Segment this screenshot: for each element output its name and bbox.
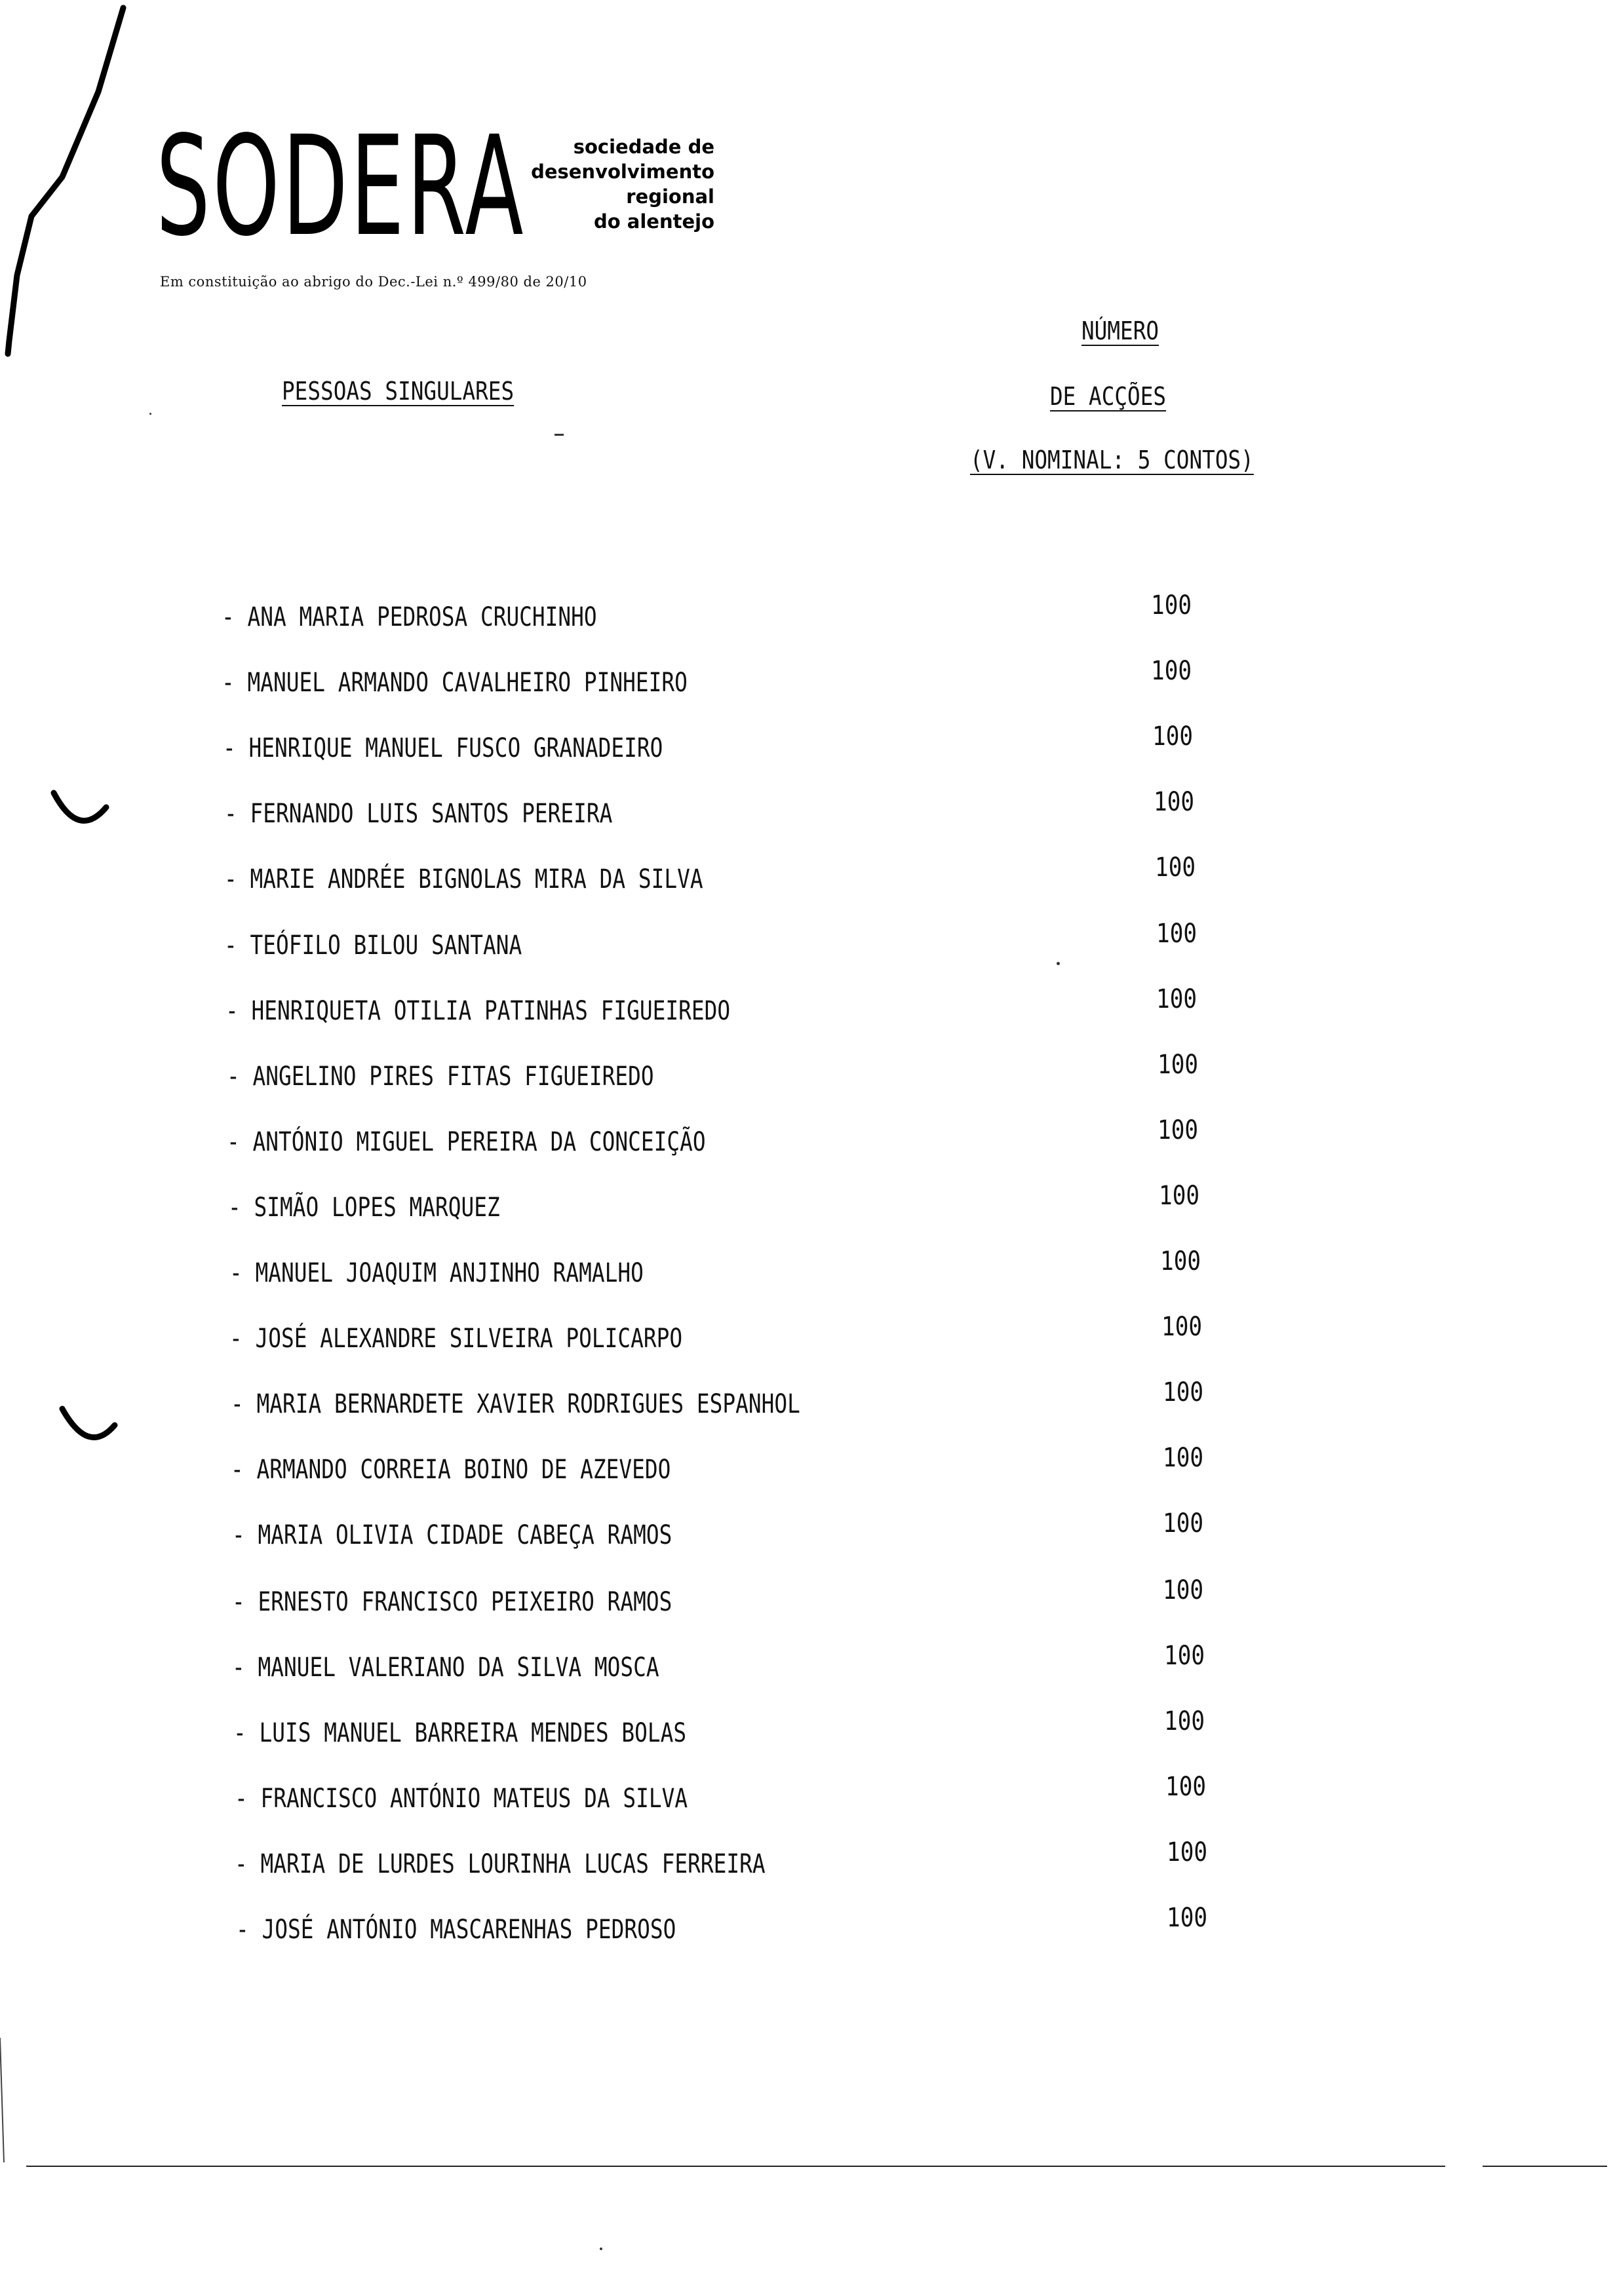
share-count: 100 — [1165, 1772, 1207, 1802]
punch-hole-mark-upper — [54, 793, 106, 820]
column-heading-line-1: NÚMERO — [1081, 316, 1159, 345]
shareholder-name: - LUIS MANUEL BARREIRA MENDES BOLAS — [233, 1718, 687, 1748]
shareholder-name: - SIMÃO LOPES MARQUEZ — [228, 1193, 500, 1223]
logo-subtitle-line: regional — [626, 185, 714, 208]
section-heading: PESSOAS SINGULARES — [282, 377, 515, 406]
shareholder-name: - JOSÉ ANTÓNIO MASCARENHAS PEDROSO — [236, 1915, 676, 1945]
share-count: 100 — [1167, 1837, 1208, 1867]
share-count: 100 — [1167, 1903, 1208, 1933]
share-count: 100 — [1152, 721, 1194, 752]
shareholder-name: - ANA MARIA PEDROSA CRUCHINHO — [222, 602, 597, 632]
logo-subtitle-line: do alentejo — [594, 210, 714, 233]
scan-speck — [149, 413, 151, 415]
sodera-logo: SODERA — [156, 106, 526, 267]
scan-speck — [600, 2248, 602, 2250]
share-count: 100 — [1159, 1181, 1200, 1211]
logo-subtitle-line: sociedade de — [573, 136, 714, 158]
shareholder-name: - ANGELINO PIRES FITAS FIGUEIREDO — [227, 1062, 654, 1092]
share-count: 100 — [1164, 1706, 1205, 1736]
share-count: 100 — [1160, 1246, 1201, 1276]
footer-rule-right — [1483, 2166, 1607, 2167]
shareholder-name: - MARIA BERNARDETE XAVIER RODRIGUES ESPANHOL — [231, 1389, 800, 1419]
shareholder-name: - MARIA DE LURDES LOURINHA LUCAS FERREIRA — [235, 1849, 766, 1879]
share-count: 100 — [1158, 1115, 1199, 1145]
shareholder-name: - MANUEL ARMANDO CAVALHEIRO PINHEIRO — [222, 668, 688, 698]
share-count: 100 — [1155, 852, 1196, 883]
footer-rule — [26, 2166, 1445, 2167]
share-count: 100 — [1163, 1443, 1204, 1473]
column-heading-line-3: (V. NOMINAL: 5 CONTOS) — [970, 446, 1254, 474]
punch-hole-mark-lower — [62, 1409, 115, 1438]
share-count: 100 — [1156, 919, 1197, 949]
logo-subtitle-line: desenvolvimento — [531, 161, 714, 183]
shareholder-name: - JOSÉ ALEXANDRE SILVEIRA POLICARPO — [229, 1324, 683, 1354]
shareholder-name: - HENRIQUE MANUEL FUSCO GRANADEIRO — [223, 733, 663, 763]
shareholder-name: - MARIA OLIVIA CIDADE CABEÇA RAMOS — [232, 1520, 672, 1550]
share-count: 100 — [1164, 1641, 1205, 1671]
shareholder-name: - MANUEL VALERIANO DA SILVA MOSCA — [232, 1653, 659, 1683]
share-count: 100 — [1158, 1050, 1199, 1080]
shareholder-name: - ARMANDO CORREIA BOINO DE AZEVEDO — [231, 1455, 671, 1485]
shareholder-name: - MANUEL JOAQUIM ANJINHO RAMALHO — [229, 1258, 644, 1288]
shareholder-name: - HENRIQUETA OTILIA PATINHAS FIGUEIREDO — [225, 996, 731, 1026]
scan-speck — [555, 434, 564, 436]
share-count: 100 — [1161, 1312, 1203, 1342]
share-count: 100 — [1151, 656, 1192, 686]
shareholder-name: - FRANCISCO ANTÓNIO MATEUS DA SILVA — [235, 1784, 688, 1814]
share-count: 100 — [1151, 590, 1192, 621]
share-count: 100 — [1163, 1377, 1204, 1407]
share-count: 100 — [1163, 1575, 1204, 1605]
pen-slash-mark — [8, 8, 123, 354]
shareholder-name: - ANTÓNIO MIGUEL PEREIRA DA CONCEIÇÃO — [227, 1127, 706, 1157]
column-heading-line-2: DE ACÇÕES — [1050, 382, 1167, 411]
shareholder-name: - FERNANDO LUIS SANTOS PEREIRA — [224, 799, 613, 829]
shareholder-name: - ERNESTO FRANCISCO PEIXEIRO RAMOS — [232, 1587, 672, 1617]
left-edge-mark — [0, 2038, 4, 2162]
scan-speck — [1057, 962, 1060, 965]
share-count: 100 — [1156, 984, 1197, 1014]
shareholder-name: - TEÓFILO BILOU SANTANA — [224, 930, 522, 961]
share-count: 100 — [1154, 787, 1195, 817]
legal-note: Em constituição ao abrigo do Dec.-Lei n.º 499/80 de 20/10 — [160, 274, 587, 290]
logo-subtitle — [505, 134, 714, 234]
share-count: 100 — [1163, 1508, 1204, 1539]
shareholder-name: - MARIE ANDRÉE BIGNOLAS MIRA DA SILVA — [224, 864, 703, 894]
